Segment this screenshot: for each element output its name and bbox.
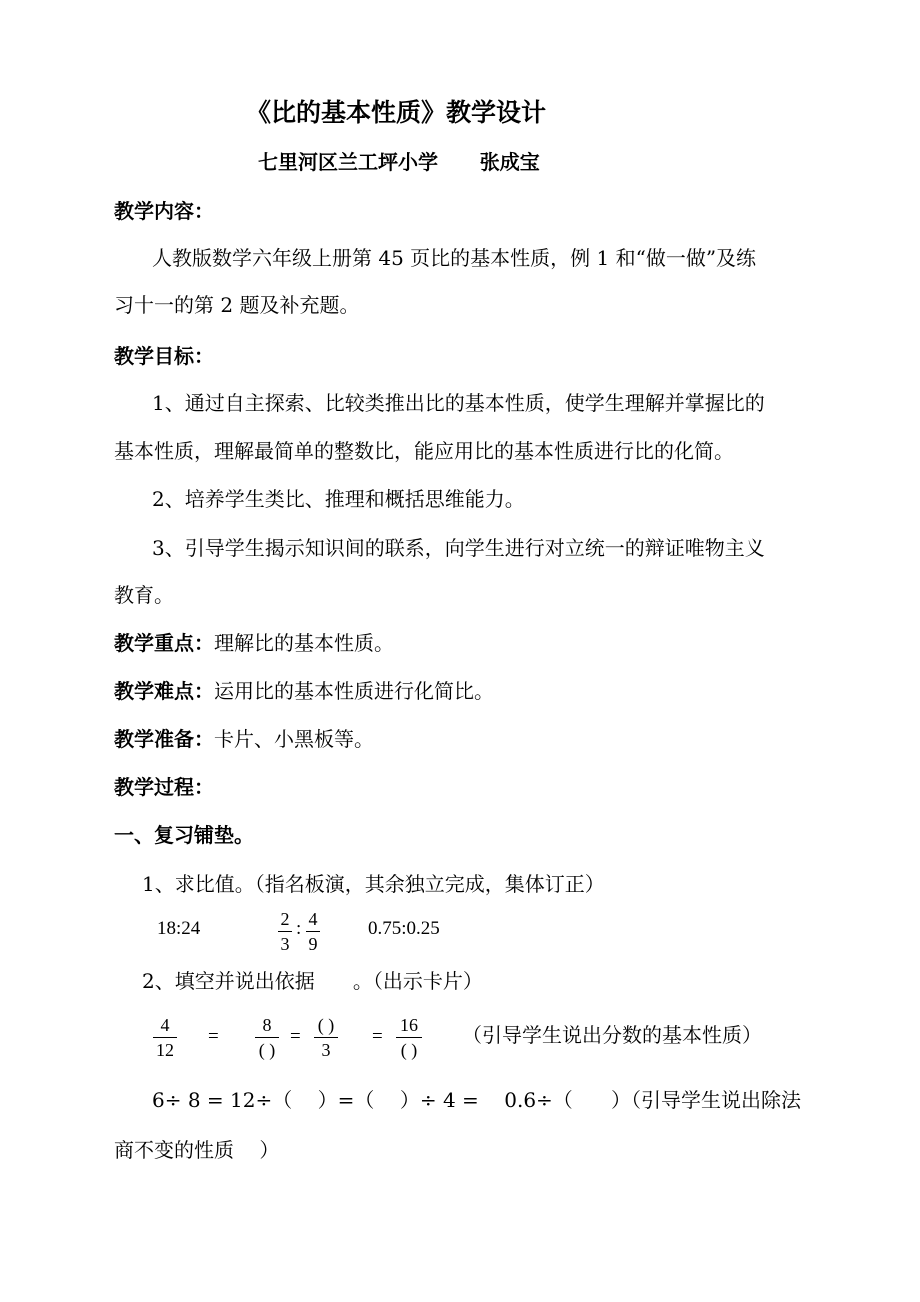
- goal3-line1: 3、引导学生揭示知识间的联系，向学生进行对立统一的辩证唯物主义: [152, 536, 765, 560]
- fraction-blank-3: [314, 1014, 338, 1061]
- key-point-label: 教学重点：: [114, 631, 214, 655]
- process-heading: 教学过程：: [114, 775, 214, 799]
- ratio-b-fraction2: [306, 908, 320, 955]
- fraction-bar: [255, 1037, 279, 1038]
- fraction-numerator: 2: [280, 909, 290, 929]
- fraction-note: （引导学生说出分数的基本性质）: [462, 1023, 762, 1047]
- ratio-a: 18:24: [157, 918, 201, 939]
- doc-title: 《比的基本性质》教学设计: [246, 98, 547, 127]
- goals-heading: 教学目标：: [114, 344, 214, 368]
- fraction-numerator: 4: [308, 909, 318, 929]
- difficulty-label: 教学难点：: [114, 679, 214, 703]
- fraction-bar: [278, 931, 292, 932]
- author-line: 七里河区兰工坪小学 张成宝: [258, 150, 540, 174]
- fraction-denominator: 9: [308, 934, 318, 954]
- division-line1: 6÷ 8 = 12÷（ ）=（ ）÷ 4 = 0.6÷（ ）（引导学生说出除法: [152, 1088, 801, 1112]
- fraction-numerator: 16: [400, 1015, 418, 1035]
- fraction-numerator: 4: [160, 1015, 170, 1035]
- fraction-denominator: 3: [321, 1040, 331, 1060]
- ratio-b-fraction1: [278, 908, 292, 955]
- goal1-line1: 1、通过自主探索、比较类推出比的基本性质，使学生理解并掌握比的: [152, 391, 765, 415]
- goal1-line2: 基本性质，理解最简单的整数比，能应用比的基本性质进行比的化简。: [114, 439, 734, 463]
- difficulty-line: [114, 677, 494, 705]
- fraction-16-blank: [396, 1014, 422, 1061]
- content-paragraph-line2: 习十一的第 2 题及补充题。: [114, 293, 360, 317]
- fraction-numerator: 8: [262, 1015, 272, 1035]
- key-point-text: 理解比的基本性质。: [214, 631, 394, 655]
- fraction-denominator: 12: [156, 1040, 174, 1060]
- fraction-bar: [153, 1037, 177, 1038]
- content-heading: 教学内容：: [114, 199, 214, 223]
- goal3-line2: 教育。: [114, 583, 174, 607]
- preparation-label: 教学准备：: [114, 727, 214, 751]
- equals-sign: =: [372, 1026, 383, 1047]
- fraction-8-blank: [255, 1014, 279, 1061]
- difficulty-text: 运用比的基本性质进行化简比。: [214, 679, 494, 703]
- fraction-denominator: ( ): [258, 1040, 276, 1060]
- equals-sign: =: [208, 1026, 219, 1047]
- key-point-line: [114, 629, 394, 657]
- equals-sign: =: [290, 1026, 301, 1047]
- ratio-c: 0.75:0.25: [368, 918, 440, 939]
- content-paragraph-line1: 人教版数学六年级上册第 45 页比的基本性质，例 1 和“做一做”及练: [152, 246, 757, 270]
- fraction-bar: [314, 1037, 338, 1038]
- task1-text: 1、求比值。（指名板演，其余独立完成，集体订正）: [142, 872, 605, 896]
- fraction-numerator: ( ): [317, 1015, 335, 1035]
- preparation-line: [114, 725, 374, 753]
- preparation-text: 卡片、小黑板等。: [214, 727, 374, 751]
- section1-heading: 一、复习铺垫。: [114, 823, 254, 847]
- goal2: 2、培养学生类比、推理和概括思维能力。: [152, 487, 525, 511]
- division-line2: 商不变的性质 ）: [114, 1138, 280, 1162]
- fraction-denominator: ( ): [400, 1040, 418, 1060]
- fraction-4-12: [153, 1014, 177, 1061]
- task2-text: 2、填空并说出依据 。（出示卡片）: [142, 969, 483, 993]
- fraction-denominator: 3: [280, 934, 290, 954]
- ratio-b-colon: :: [296, 918, 302, 939]
- fraction-bar: [306, 931, 320, 932]
- fraction-bar: [396, 1037, 422, 1038]
